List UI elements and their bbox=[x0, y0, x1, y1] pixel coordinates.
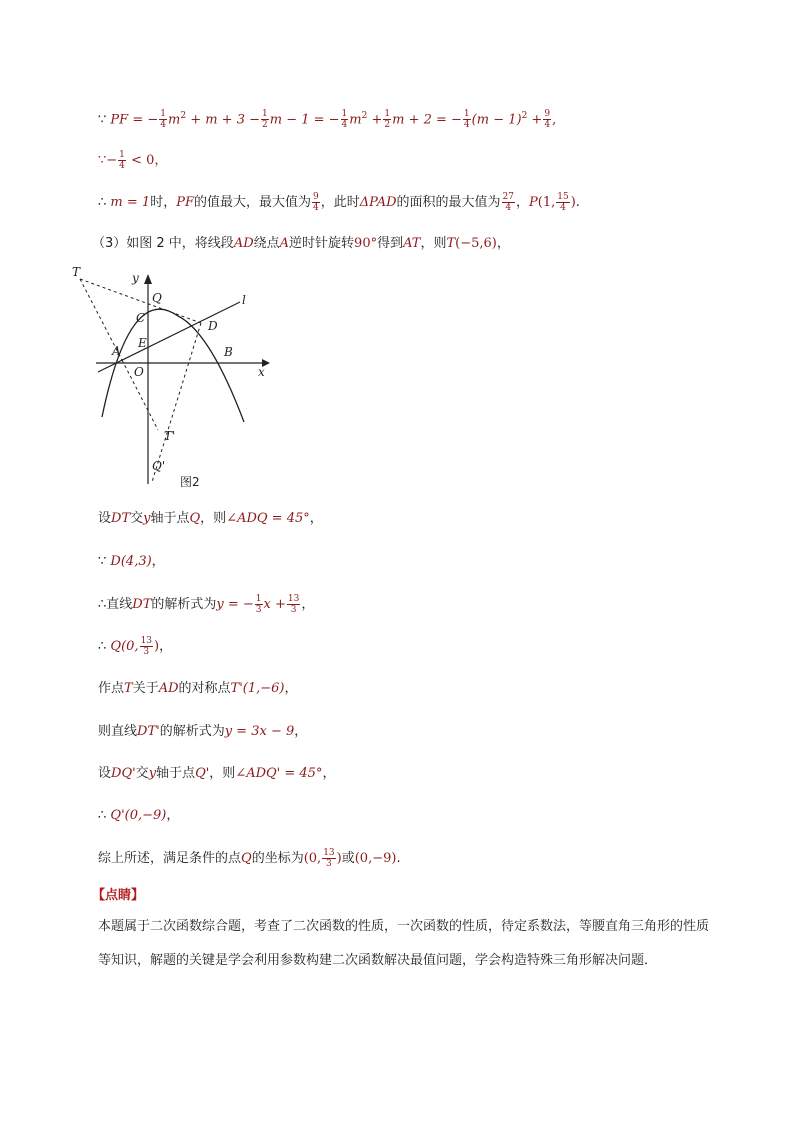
punct: . bbox=[575, 195, 580, 210]
line-symmetric-point bbox=[98, 679, 298, 699]
fraction: $\frac{1}{2}$ bbox=[262, 109, 268, 131]
math: A bbox=[279, 236, 290, 251]
punct: ， bbox=[294, 724, 308, 739]
text: 作点 bbox=[98, 681, 125, 696]
math: y bbox=[148, 766, 157, 781]
punct: , bbox=[552, 112, 557, 128]
text: 的解析式为 bbox=[151, 597, 217, 612]
text: 则直线 bbox=[98, 724, 138, 739]
parabola bbox=[102, 309, 244, 422]
therefore-symbol: ∴ bbox=[98, 808, 107, 823]
line-q-coord bbox=[98, 636, 172, 657]
expr-part: + bbox=[527, 112, 543, 128]
label-A: A bbox=[112, 344, 121, 358]
therefore-symbol: ∴ bbox=[98, 639, 107, 654]
text: 交 bbox=[135, 766, 149, 781]
punct: ， bbox=[496, 236, 510, 251]
expr-part: m bbox=[168, 112, 181, 128]
math: T bbox=[124, 681, 133, 696]
math: y = − bbox=[216, 597, 254, 612]
text: 综上所述，满足条件的点 bbox=[98, 851, 242, 866]
fraction: $\frac{9}{4}$ bbox=[544, 109, 551, 131]
text: 绕点 bbox=[253, 236, 280, 251]
math: T bbox=[446, 236, 456, 251]
line-pf-expression bbox=[98, 106, 556, 130]
math: ) bbox=[570, 195, 576, 210]
fraction: $\frac{27}{4}$ bbox=[502, 192, 514, 213]
superscript: 2 bbox=[361, 111, 368, 121]
math: DT bbox=[111, 511, 131, 526]
expr-part: + m + 3 − bbox=[186, 112, 260, 128]
fraction: $\frac{1}{4}$ bbox=[160, 109, 166, 131]
math: (0, bbox=[303, 851, 322, 866]
label-E: E bbox=[138, 336, 147, 350]
math: Q' bbox=[195, 766, 210, 781]
line-rotation bbox=[92, 234, 510, 254]
fraction: $\frac{1}{2}$ bbox=[384, 109, 391, 131]
text: （3）如图 2 中，将线段 bbox=[92, 236, 234, 251]
figure-2 bbox=[60, 262, 280, 494]
math: ) bbox=[154, 639, 160, 654]
superscript: 2 bbox=[180, 111, 187, 121]
fraction: $\frac{9}{4}$ bbox=[313, 192, 319, 213]
text: ， bbox=[515, 195, 529, 210]
because-symbol: ∵− bbox=[98, 153, 118, 168]
dianjing-heading: 【点睛】 bbox=[92, 888, 145, 903]
text: 的解析式为 bbox=[159, 724, 225, 739]
punct: . bbox=[396, 851, 401, 866]
text: ，则 bbox=[200, 511, 227, 526]
expr-part: (m − 1) bbox=[471, 112, 522, 128]
line-dq-prime-intersect bbox=[98, 764, 335, 784]
line-conclusion bbox=[98, 848, 401, 869]
text: 设 bbox=[98, 511, 112, 526]
text: 交 bbox=[130, 511, 144, 526]
figure-2-svg bbox=[60, 262, 280, 494]
label-C: C bbox=[136, 311, 146, 325]
math: ΔPAD bbox=[359, 195, 397, 210]
text: ，则 bbox=[209, 766, 236, 781]
text: 关于 bbox=[132, 681, 159, 696]
label-Q: Q bbox=[152, 291, 162, 305]
punct: ， bbox=[301, 597, 315, 612]
text: 逆时针旋转 bbox=[289, 236, 355, 251]
line-max-value bbox=[98, 192, 580, 213]
math: DT' bbox=[137, 724, 160, 739]
math: x + bbox=[263, 597, 286, 612]
fraction: $\frac{15}{4}$ bbox=[557, 192, 569, 213]
expr-part: m − 1 = − bbox=[269, 112, 340, 128]
label-Q-prime: Q' bbox=[152, 459, 166, 473]
label-x: x bbox=[258, 365, 265, 379]
text: ，则 bbox=[420, 236, 447, 251]
math: (−5,6) bbox=[455, 236, 497, 251]
pf-label: PF bbox=[110, 112, 129, 128]
expr-part: m bbox=[349, 112, 362, 128]
text: ，此时 bbox=[320, 195, 360, 210]
because-symbol: ∵ bbox=[98, 112, 107, 128]
because-symbol: ∵ bbox=[98, 554, 107, 569]
fraction: $\frac{1}{3}$ bbox=[255, 594, 262, 615]
math: y bbox=[143, 511, 151, 526]
figure-caption: 图2 bbox=[180, 475, 200, 489]
fraction: $\frac{1}{4}$ bbox=[119, 150, 125, 171]
text: 设 bbox=[98, 766, 112, 781]
fraction: $\frac{1}{4}$ bbox=[463, 109, 470, 131]
math: ∠ADQ' = 45° bbox=[235, 766, 323, 781]
math: P bbox=[529, 195, 538, 210]
punct: ， bbox=[166, 808, 180, 823]
label-T-prime: T' bbox=[164, 429, 176, 443]
text: 轴于点 bbox=[156, 766, 196, 781]
text: 的坐标为 bbox=[251, 851, 304, 866]
text: 的值最大，最大值为 bbox=[193, 195, 311, 210]
math: (0,−9) bbox=[354, 851, 397, 866]
label-l: l bbox=[242, 293, 246, 307]
line-l bbox=[98, 302, 240, 372]
label-T: T bbox=[72, 265, 81, 279]
expr-part: = − bbox=[128, 112, 159, 128]
math: ) bbox=[336, 851, 342, 866]
dianjing-text: 本题属于二次函数综合题，考查了二次函数的性质，一次函数的性质，待定系数法，等腰直角三角形的性质等知识，解题的关键是学会利用参数构建二次函数解决最值问题，学会构造特殊三角形解决问题． bbox=[98, 919, 710, 968]
fraction: $\frac{13}{3}$ bbox=[140, 636, 153, 657]
math: (1, bbox=[537, 195, 556, 210]
math: Q(0, bbox=[110, 639, 139, 654]
math: ∠ADQ = 45° bbox=[226, 511, 310, 526]
math: AD bbox=[233, 236, 254, 251]
text: 时， bbox=[150, 195, 177, 210]
math: y = 3x − 9 bbox=[224, 724, 295, 739]
punct: ， bbox=[309, 511, 323, 526]
superscript: 2 bbox=[521, 111, 528, 121]
math: AT bbox=[403, 236, 421, 251]
math: Q'(0,−9) bbox=[110, 808, 167, 823]
math: D(4,3) bbox=[110, 554, 152, 569]
math: DT bbox=[132, 597, 152, 612]
line-dt-equation bbox=[98, 594, 314, 615]
text: 的对称点 bbox=[178, 681, 231, 696]
math: PF bbox=[176, 195, 194, 210]
expr-part: < 0， bbox=[126, 153, 168, 168]
line-d-coord bbox=[98, 552, 165, 572]
y-axis-arrow bbox=[144, 274, 152, 284]
label-y: y bbox=[132, 271, 139, 285]
text: ∴直线 bbox=[98, 597, 133, 612]
math: DQ' bbox=[111, 766, 136, 781]
punct: ， bbox=[151, 554, 165, 569]
text: 得到 bbox=[377, 236, 404, 251]
math: m = 1 bbox=[110, 195, 151, 210]
math: T'(1,−6) bbox=[230, 681, 285, 696]
text: 轴于点 bbox=[150, 511, 190, 526]
line-dt-prime-equation bbox=[98, 722, 307, 742]
therefore-symbol: ∴ bbox=[98, 195, 107, 210]
expr-part: + bbox=[367, 112, 383, 128]
punct: ， bbox=[159, 639, 173, 654]
punct: ， bbox=[284, 681, 298, 696]
fraction: $\frac{13}{3}$ bbox=[323, 848, 335, 869]
math: Q bbox=[189, 511, 201, 526]
text: 或 bbox=[341, 851, 355, 866]
fraction: $\frac{13}{3}$ bbox=[287, 594, 300, 615]
expr-part: m + 2 = − bbox=[392, 112, 462, 128]
line-q-prime-coord bbox=[98, 806, 179, 826]
line-negative-coefficient bbox=[98, 150, 167, 171]
math: 90° bbox=[354, 236, 378, 251]
line-dt-intersect bbox=[98, 509, 323, 529]
math: Q bbox=[241, 851, 252, 866]
label-D: D bbox=[208, 319, 218, 333]
label-B: B bbox=[224, 345, 233, 359]
text: 的面积的最大值为 bbox=[396, 195, 501, 210]
fraction: $\frac{1}{4}$ bbox=[341, 109, 348, 131]
math: AD bbox=[158, 681, 179, 696]
label-O: O bbox=[134, 365, 144, 379]
punct: ， bbox=[322, 766, 336, 781]
